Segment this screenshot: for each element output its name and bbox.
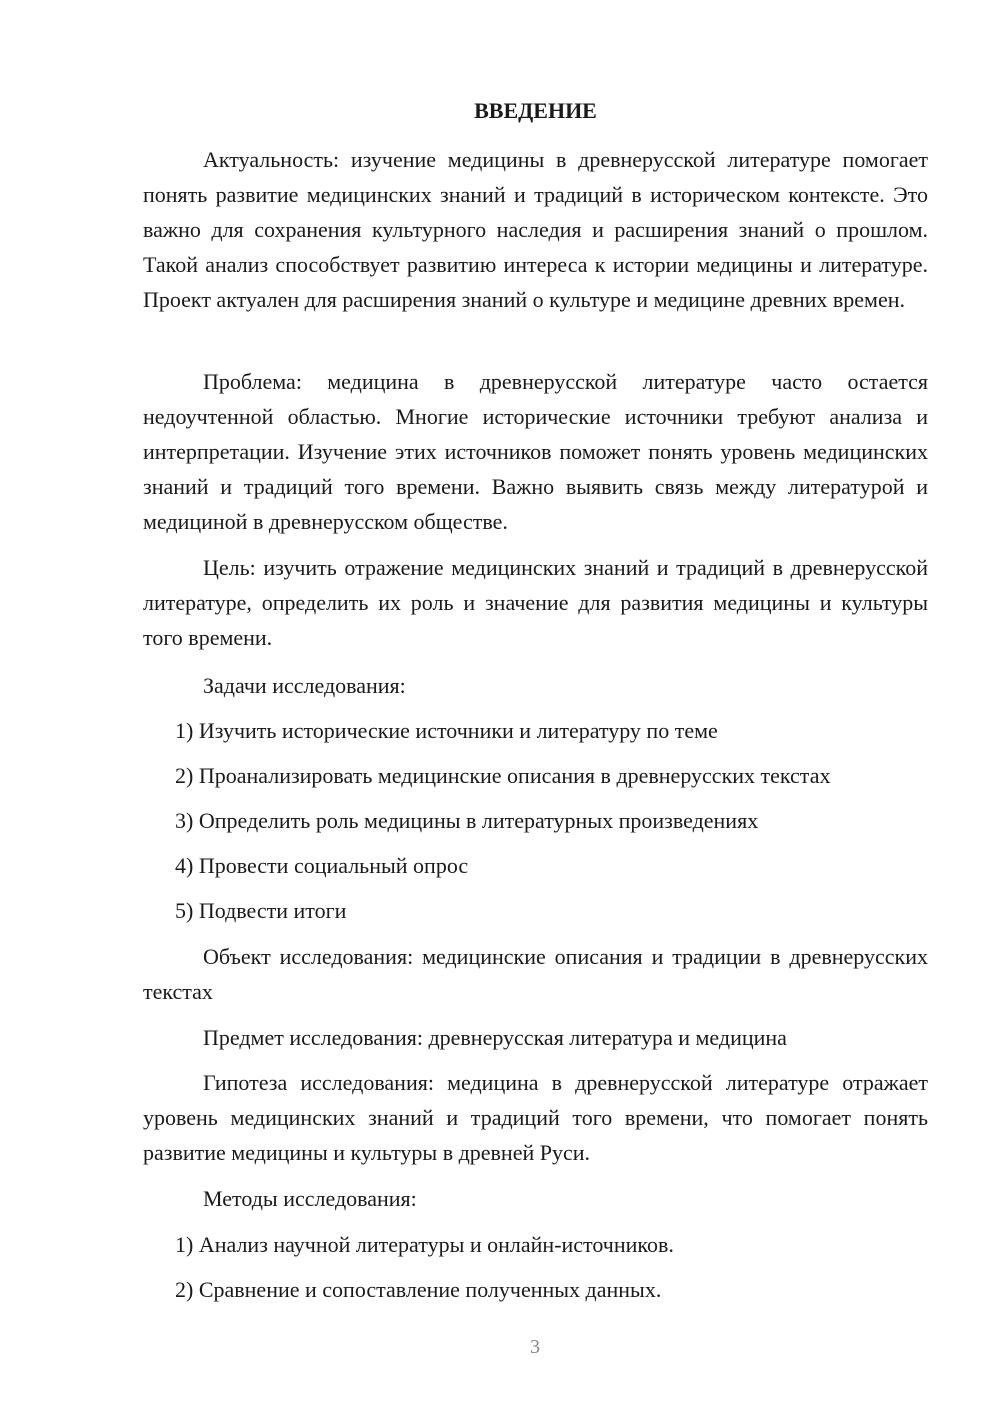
task-item-5: 5) Подвести итоги: [175, 898, 347, 923]
task-item-1: 1) Изучить исторические источники и литературу по теме: [175, 718, 718, 743]
method-item-1: 1) Анализ научной литературы и онлайн-источников.: [175, 1232, 674, 1257]
task-item-2: 2) Проанализировать медицинские описания в древнерусских текстах: [175, 763, 831, 788]
methods-heading: Методы исследования:: [203, 1186, 417, 1211]
object-paragraph: Объект исследования: медицинские описания и традиции в древнерусских текстах: [143, 944, 928, 1004]
hypothesis-paragraph: Гипотеза исследования: медицина в древнерусской литературе отражает уровень медицинских знаний и традиций того времени, что помогает понять развитие медицины и культуры в древней Руси.: [143, 1070, 928, 1165]
page-title: ВВЕДЕНИЕ: [474, 98, 597, 123]
subject-line: Предмет исследования: древнерусская литература и медицина: [203, 1025, 787, 1050]
relevance-paragraph: Актуальность: изучение медицины в древнерусской литературе помогает понять развитие медицинских знаний и традиций в историческом контексте. Это важно для сохранения культурного наследия и расширения знаний о прошлом. Такой анализ способствует развитию интереса к истории медицины и литературе. Проект актуален для расширения знаний о культуре и медицине древних времен.: [143, 147, 928, 312]
problem-paragraph: Проблема: медицина в древнерусской литературе часто остается недоучтенной областью. Многие исторические источники требуют анализа и интерпретации. Изучение этих источников поможет понять уровень медицинских знаний и традиций того времени. Важно выявить связь между литературой и медициной в древнерусском обществе.: [143, 369, 928, 534]
goal-paragraph: Цель: изучить отражение медицинских знаний и традиций в древнерусской литературе, определить их роль и значение для развития медицины и культуры того времени.: [143, 555, 928, 650]
task-item-4: 4) Провести социальный опрос: [175, 853, 469, 878]
page-number: 3: [530, 1336, 540, 1358]
tasks-heading: Задачи исследования:: [203, 673, 406, 698]
method-item-2: 2) Сравнение и сопоставление полученных данных.: [175, 1277, 662, 1302]
task-item-3: 3) Определить роль медицины в литературных произведениях: [175, 808, 759, 833]
